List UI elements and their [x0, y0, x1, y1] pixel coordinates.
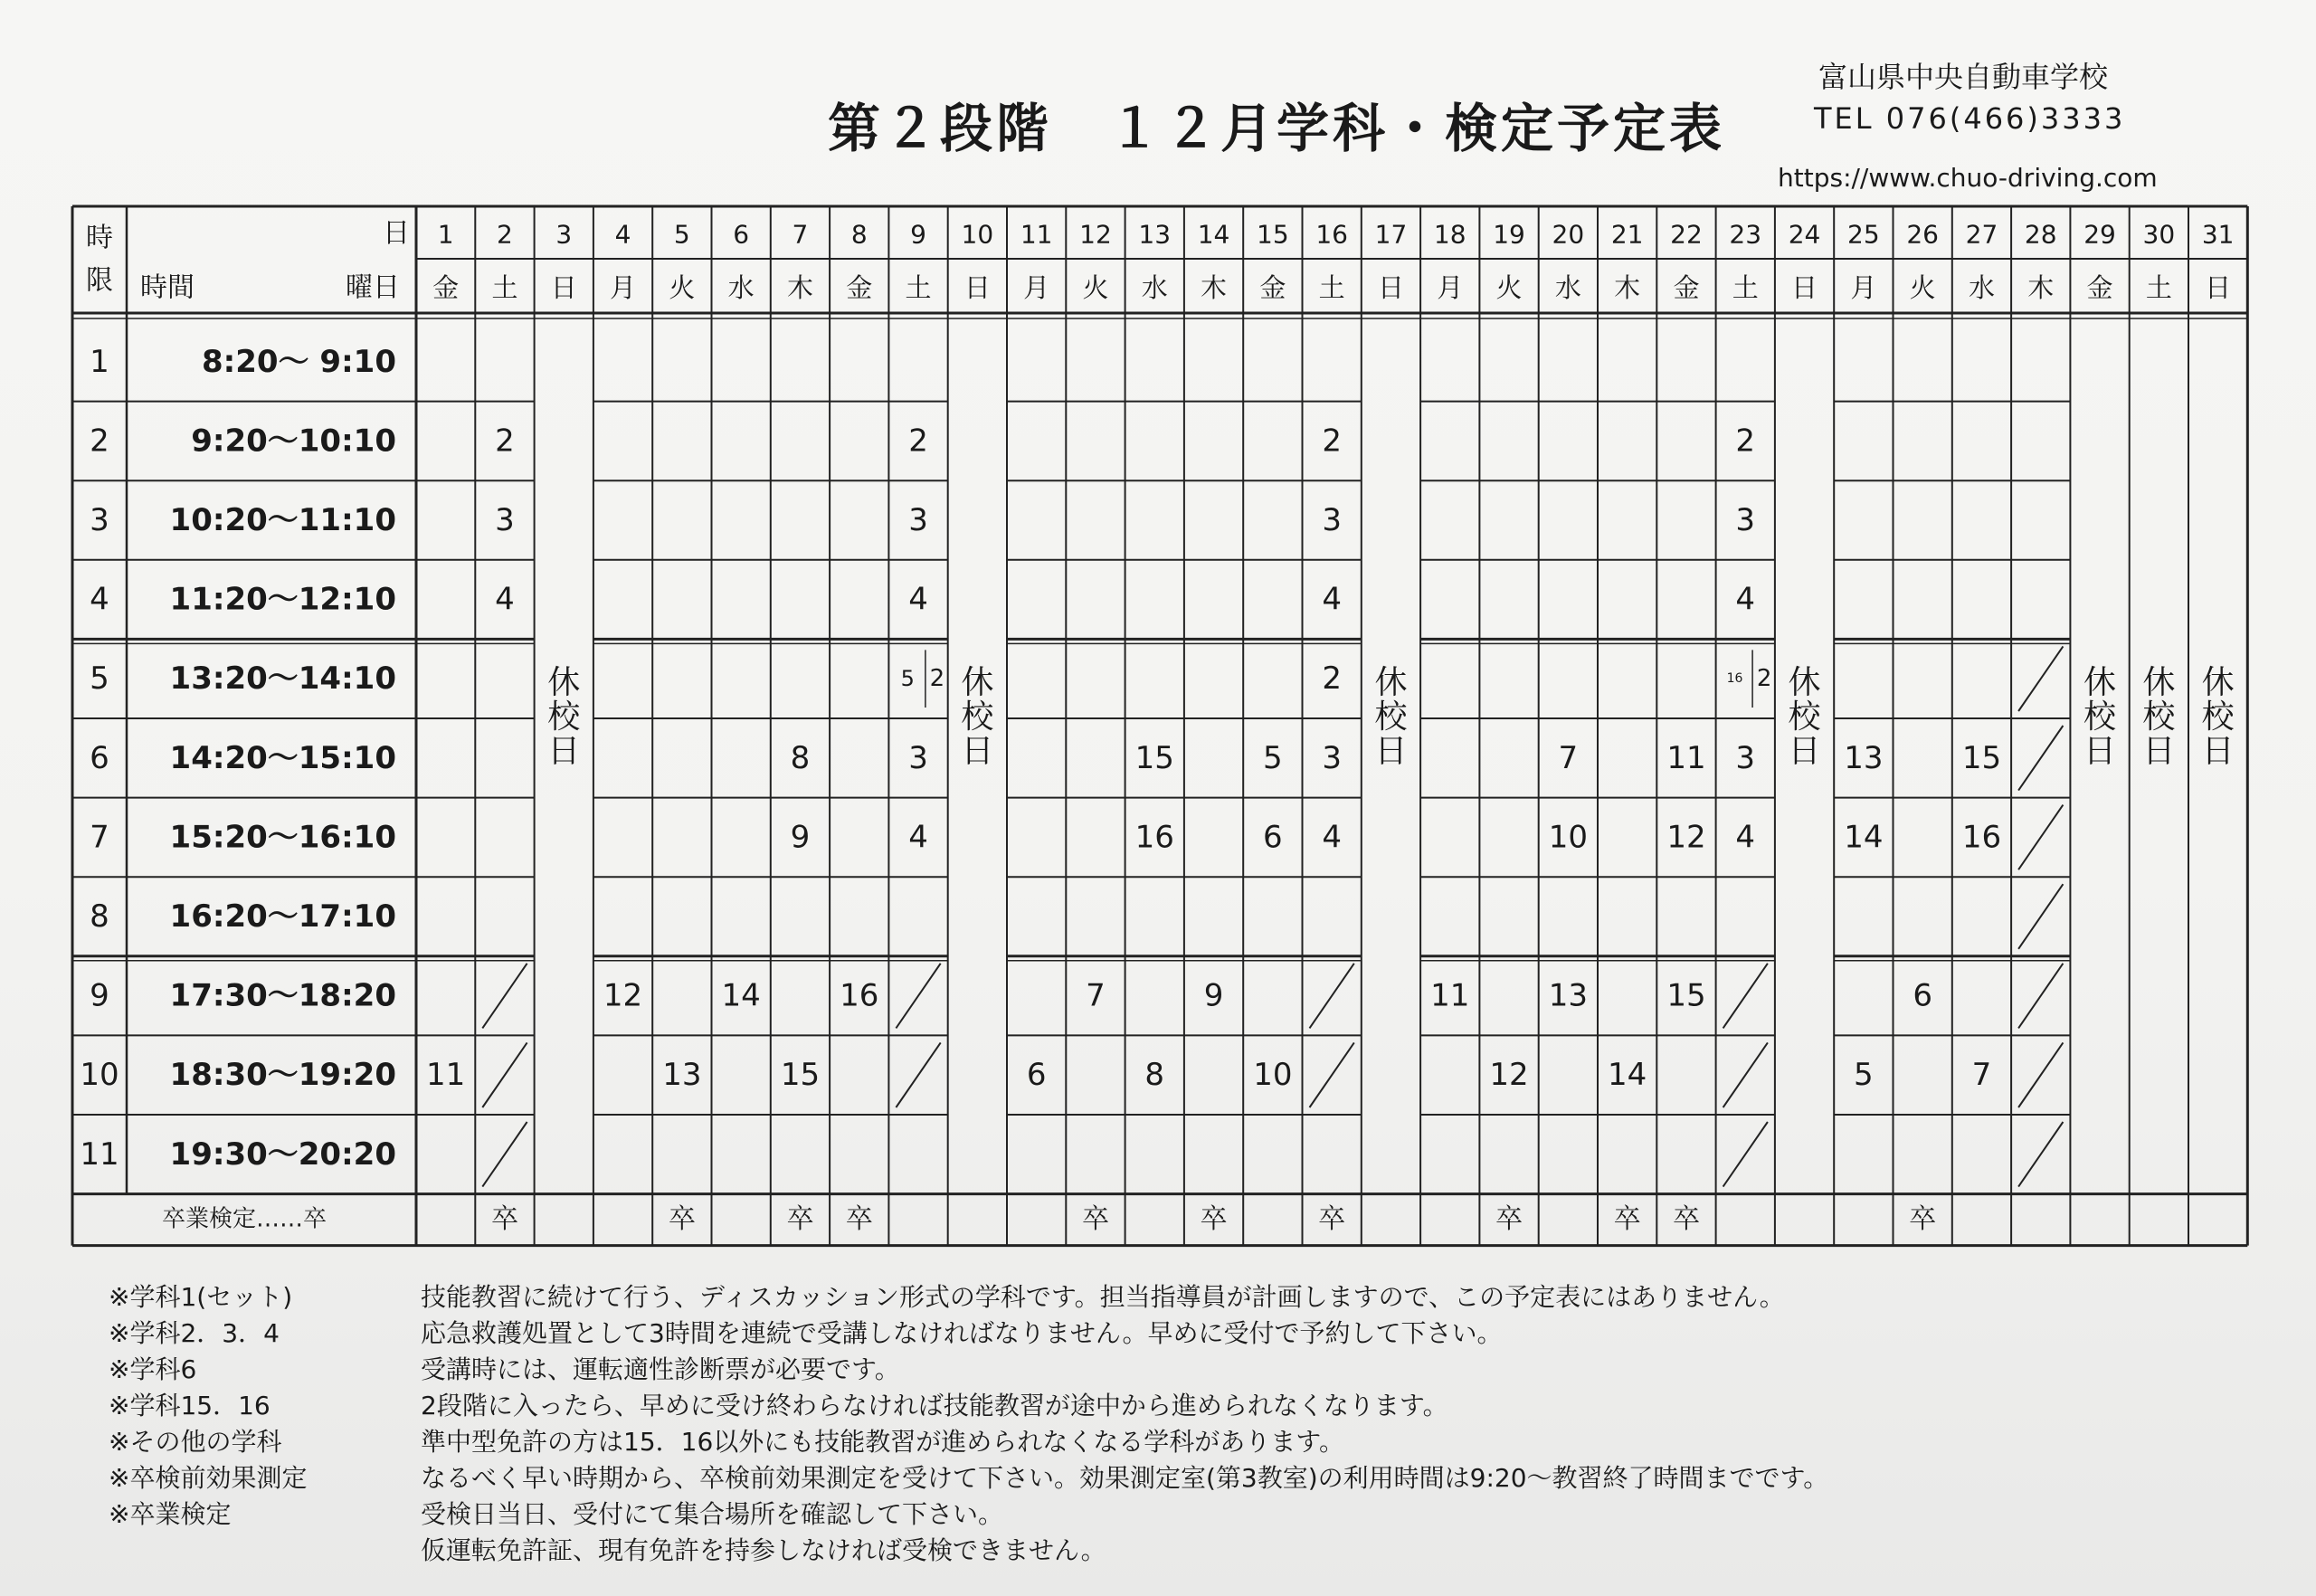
lesson-cell: 3	[1322, 502, 1342, 538]
day-number-13: 13	[1138, 219, 1172, 250]
lesson-cell: 11	[1666, 739, 1706, 776]
slash-mark	[482, 1122, 527, 1187]
lesson-cell: 11	[1430, 977, 1470, 1014]
lesson-cell: 2	[495, 423, 515, 460]
lesson-cell: 4	[495, 581, 515, 618]
note-row	[109, 1422, 2280, 1458]
weekday-19: 火	[1495, 272, 1523, 303]
day-number-17: 17	[1374, 219, 1408, 250]
day-number-24: 24	[1788, 219, 1821, 250]
period-time-3: 10:20～11:10	[169, 502, 396, 538]
lesson-cell: 4	[1322, 581, 1342, 618]
lesson-cell: 15	[1961, 739, 2002, 776]
lesson-cell: 2	[1322, 423, 1342, 460]
holiday-label-day-29: 休	[2083, 664, 2117, 702]
period-time-1: 8:20～ 9:10	[202, 343, 396, 380]
day-number-6: 6	[733, 219, 750, 250]
lesson-cell: 10	[1253, 1057, 1293, 1094]
graduation-mark-day-26: 卒	[1909, 1203, 1937, 1236]
lesson-cell: 4	[1735, 819, 1756, 856]
lesson-cell: 12	[1489, 1057, 1529, 1094]
lesson-cell: 14	[721, 977, 761, 1014]
weekday-9: 土	[905, 272, 932, 303]
note-row	[109, 1458, 2280, 1495]
note-text: 受講時には、運転適性診断票が必要です。	[421, 1354, 900, 1384]
day-number-8: 8	[850, 219, 868, 250]
note-text: 技能教習に続けて行う、ディスカッション形式の学科です。担当指導員が計画しますので、この予定表にはありません。	[421, 1282, 1785, 1312]
lesson-cell: 9	[790, 819, 811, 856]
notes-section	[109, 1278, 2280, 1567]
period-time-4: 11:20～12:10	[169, 581, 396, 618]
weekday-25: 月	[1850, 272, 1877, 303]
lesson-cell: 8	[790, 739, 811, 776]
lesson-cell: 3	[1735, 739, 1756, 776]
weekday-1: 金	[432, 272, 460, 303]
day-header-label: 日	[383, 217, 410, 250]
period-time-7: 15:20～16:10	[169, 819, 396, 856]
graduation-mark-day-12: 卒	[1081, 1203, 1109, 1236]
period-time-2: 9:20～10:10	[191, 423, 396, 460]
lesson-cell: 3	[1735, 502, 1756, 538]
lesson-cell: 5	[1854, 1057, 1874, 1094]
lesson-cell: 4	[908, 581, 928, 618]
weekday-11: 月	[1023, 272, 1050, 303]
note-row	[109, 1350, 2280, 1386]
holiday-label-day-30: 休	[2142, 664, 2176, 702]
day-number-27: 27	[1965, 219, 1998, 250]
weekday-7: 木	[786, 272, 813, 303]
lesson-cell: 12	[603, 977, 643, 1014]
day-number-30: 30	[2142, 219, 2176, 250]
split-cell-left: 16	[1726, 671, 1743, 687]
holiday-label-day-30: 校	[2142, 698, 2176, 736]
note-text: なるべく早い時期から、卒検前効果測定を受けて下さい。効果測定室(第3教室)の利用時間は9:20～教習終了時間までです。	[421, 1463, 1829, 1493]
note-text: 仮運転免許証、現有免許を持参しなければ受検できません。	[421, 1535, 1106, 1565]
lesson-cell: 2	[1735, 423, 1756, 460]
day-number-14: 14	[1197, 219, 1230, 250]
note-text: 受検日当日、受付にて集合場所を確認して下さい。	[421, 1499, 1004, 1529]
lesson-cell: 4	[908, 819, 928, 856]
day-number-20: 20	[1552, 219, 1585, 250]
lesson-cell: 7	[1971, 1057, 1992, 1094]
day-number-23: 23	[1729, 219, 1762, 250]
lesson-cell: 4	[1735, 581, 1756, 618]
page-title: 第２段階 １２月学科・検定予定表	[828, 98, 1726, 159]
lesson-cell: 12	[1666, 819, 1706, 856]
holiday-label-day-31: 日	[2201, 733, 2235, 771]
school-name: 富山県中央自動車学校	[1818, 60, 2109, 94]
period-time-11: 19:30～20:20	[169, 1135, 396, 1173]
period-time-10: 18:30～19:20	[169, 1057, 396, 1094]
lesson-cell: 3	[908, 739, 928, 776]
slash-mark	[1723, 1122, 1768, 1187]
day-number-12: 12	[1079, 219, 1112, 250]
holiday-label-day-17: 休	[1374, 664, 1408, 702]
lesson-cell: 16	[1134, 819, 1174, 856]
website-url: https://www.chuo-driving.com	[1778, 163, 2158, 193]
holiday-label-day-3: 休	[547, 664, 581, 702]
slash-mark	[1723, 1042, 1768, 1107]
period-time-8: 16:20～17:10	[169, 898, 396, 935]
day-number-4: 4	[614, 219, 631, 250]
lesson-cell: 9	[1203, 977, 1224, 1014]
holiday-label-day-10: 日	[961, 733, 994, 771]
weekday-15: 金	[1259, 272, 1286, 303]
note-label: ※学科2．3．4	[109, 1318, 280, 1348]
graduation-mark-day-21: 卒	[1613, 1203, 1641, 1236]
day-number-22: 22	[1670, 219, 1703, 250]
slash-mark	[1310, 1042, 1354, 1107]
period-number-11: 11	[80, 1135, 119, 1173]
holiday-label-day-10: 休	[961, 664, 994, 702]
day-number-19: 19	[1493, 219, 1525, 250]
note-text: 準中型免許の方は15．16以外にも技能教習が進められなくなる学科があります。	[421, 1427, 1345, 1457]
holiday-label-day-30: 日	[2142, 733, 2176, 771]
slash-mark	[2018, 1122, 2063, 1187]
period-number-3: 3	[90, 502, 109, 538]
holiday-label-day-10: 校	[961, 698, 994, 736]
slash-mark	[2018, 646, 2063, 711]
period-time-5: 13:20～14:10	[169, 660, 396, 698]
schedule-table	[72, 206, 2237, 1238]
period-time-6: 14:20～15:10	[169, 739, 396, 776]
lesson-cell: 7	[1086, 977, 1106, 1014]
holiday-label-day-24: 校	[1788, 698, 1821, 736]
weekday-27: 水	[1968, 272, 1995, 303]
period-number-1: 1	[90, 343, 109, 380]
split-cell-right: 2	[1756, 665, 1772, 693]
graduation-mark-day-19: 卒	[1495, 1203, 1523, 1236]
day-number-5: 5	[673, 219, 690, 250]
note-label: ※その他の学科	[109, 1427, 282, 1457]
day-number-26: 26	[1906, 219, 1939, 250]
day-number-11: 11	[1020, 219, 1053, 250]
note-label: ※学科15．16	[109, 1391, 271, 1420]
lesson-cell: 13	[1548, 977, 1588, 1014]
day-number-18: 18	[1433, 219, 1466, 250]
note-row	[109, 1495, 2280, 1531]
weekday-22: 金	[1673, 272, 1700, 303]
lesson-cell: 2	[1322, 660, 1342, 698]
lesson-cell: 15	[780, 1057, 821, 1094]
weekday-8: 金	[846, 272, 873, 303]
lesson-cell: 13	[662, 1057, 702, 1094]
period-number-4: 4	[90, 581, 109, 618]
lesson-cell: 6	[1026, 1057, 1047, 1094]
holiday-label-day-24: 休	[1788, 664, 1821, 702]
period-number-7: 7	[90, 819, 109, 856]
lesson-cell: 3	[495, 502, 515, 538]
slash-mark	[1310, 964, 1354, 1029]
period-header-bottom: 限	[86, 264, 113, 297]
lesson-cell: 3	[1322, 739, 1342, 776]
holiday-label-day-3: 校	[547, 698, 581, 736]
slash-mark	[2018, 805, 2063, 870]
slash-mark	[2018, 1042, 2063, 1107]
lesson-cell: 15	[1134, 739, 1174, 776]
note-label: ※卒業検定	[109, 1499, 232, 1529]
weekday-3: 日	[550, 272, 577, 303]
lesson-cell: 3	[908, 502, 928, 538]
weekday-14: 木	[1201, 272, 1228, 303]
weekday-6: 水	[727, 272, 755, 303]
weekday-10: 日	[963, 272, 991, 303]
table-content	[80, 218, 2235, 1236]
period-number-2: 2	[90, 423, 109, 460]
lesson-cell: 14	[1608, 1057, 1647, 1094]
holiday-label-day-31: 校	[2201, 698, 2235, 736]
weekday-24: 日	[1791, 272, 1818, 303]
period-time-9: 17:30～18:20	[169, 977, 396, 1014]
weekday-2: 土	[491, 272, 518, 303]
day-number-25: 25	[1847, 219, 1880, 250]
weekday-20: 水	[1554, 272, 1581, 303]
lesson-cell: 8	[1144, 1057, 1165, 1094]
slash-mark	[2018, 726, 2063, 791]
period-header-top: 時	[86, 222, 113, 254]
time-header-label: 時間	[140, 271, 195, 304]
note-label: ※学科1(セット)	[109, 1282, 293, 1312]
graduation-mark-day-16: 卒	[1318, 1203, 1346, 1236]
lesson-cell: 15	[1666, 977, 1706, 1014]
holiday-label-day-3: 日	[547, 733, 581, 771]
graduation-mark-day-14: 卒	[1200, 1203, 1228, 1236]
slash-mark	[482, 1042, 527, 1107]
day-number-7: 7	[792, 219, 809, 250]
weekday-28: 木	[2027, 272, 2055, 303]
lesson-cell: 10	[1548, 819, 1588, 856]
slash-mark	[896, 964, 940, 1029]
graduation-mark-day-5: 卒	[668, 1203, 696, 1236]
graduation-legend: 卒業検定……卒	[161, 1205, 327, 1233]
lesson-cell: 6	[1913, 977, 1932, 1014]
weekday-29: 金	[2086, 272, 2113, 303]
slash-mark	[1723, 964, 1768, 1029]
day-number-3: 3	[555, 219, 573, 250]
weekday-23: 土	[1732, 272, 1759, 303]
period-number-9: 9	[90, 977, 109, 1014]
note-text: 2段階に入ったら、早めに受け終わらなければ技能教習が途中から進められなくなります。	[421, 1391, 1448, 1420]
weekday-26: 火	[1909, 272, 1936, 303]
holiday-label-day-17: 日	[1374, 733, 1408, 771]
note-text: 応急救護処置として3時間を連続で受講しなければなりません。早めに受付で予約して下さい。	[421, 1318, 1503, 1348]
weekday-16: 土	[1318, 272, 1345, 303]
lesson-cell: 5	[1263, 739, 1283, 776]
lesson-cell: 13	[1844, 739, 1884, 776]
day-number-28: 28	[2024, 219, 2057, 250]
lesson-cell: 11	[426, 1057, 466, 1094]
holiday-label-day-29: 校	[2083, 698, 2117, 736]
day-number-9: 9	[910, 219, 926, 250]
note-row	[109, 1386, 2280, 1422]
note-row	[109, 1314, 2280, 1350]
lesson-cell: 7	[1558, 739, 1579, 776]
day-number-31: 31	[2201, 219, 2235, 250]
weekday-12: 火	[1082, 272, 1109, 303]
weekday-21: 木	[1614, 272, 1641, 303]
lesson-cell: 2	[908, 423, 928, 460]
split-cell-left: 5	[900, 666, 915, 692]
day-number-2: 2	[497, 219, 513, 250]
lesson-cell: 4	[1322, 819, 1342, 856]
period-number-5: 5	[90, 660, 109, 698]
weekday-5: 火	[669, 272, 696, 303]
note-label: ※学科6	[109, 1354, 197, 1384]
graduation-mark-day-22: 卒	[1672, 1203, 1700, 1236]
period-number-8: 8	[90, 898, 109, 935]
lesson-cell: 16	[840, 977, 879, 1014]
lesson-cell: 6	[1263, 819, 1283, 856]
note-row	[109, 1531, 2280, 1567]
weekday-header-label: 曜日	[346, 271, 400, 304]
holiday-label-day-24: 日	[1788, 733, 1821, 771]
lesson-cell: 14	[1844, 819, 1884, 856]
slash-mark	[2018, 964, 2063, 1029]
slash-mark	[2018, 884, 2063, 949]
note-label: ※卒検前効果測定	[109, 1463, 308, 1493]
weekday-18: 月	[1437, 272, 1464, 303]
weekday-17: 日	[1377, 272, 1404, 303]
period-number-10: 10	[80, 1057, 119, 1094]
day-number-1: 1	[437, 219, 454, 250]
weekday-4: 月	[610, 272, 637, 303]
weekday-30: 土	[2145, 272, 2172, 303]
graduation-mark-day-8: 卒	[845, 1203, 873, 1236]
day-number-16: 16	[1315, 219, 1348, 250]
graduation-mark-day-2: 卒	[490, 1203, 518, 1236]
day-number-15: 15	[1257, 219, 1289, 250]
holiday-label-day-17: 校	[1374, 698, 1408, 736]
weekday-13: 水	[1141, 272, 1168, 303]
day-number-29: 29	[2083, 219, 2116, 250]
note-row	[109, 1278, 2280, 1314]
period-number-6: 6	[90, 739, 109, 776]
split-cell-right: 2	[929, 665, 945, 693]
slash-mark	[896, 1042, 940, 1107]
day-number-21: 21	[1610, 219, 1644, 250]
weekday-31: 日	[2205, 272, 2232, 303]
holiday-label-day-31: 休	[2201, 664, 2235, 702]
day-number-10: 10	[961, 219, 994, 250]
graduation-mark-day-7: 卒	[786, 1203, 814, 1236]
holiday-label-day-29: 日	[2083, 733, 2117, 771]
phone-number: TEL 076(466)3333	[1814, 101, 2126, 136]
lesson-cell: 16	[1961, 819, 2002, 856]
slash-mark	[482, 964, 527, 1029]
